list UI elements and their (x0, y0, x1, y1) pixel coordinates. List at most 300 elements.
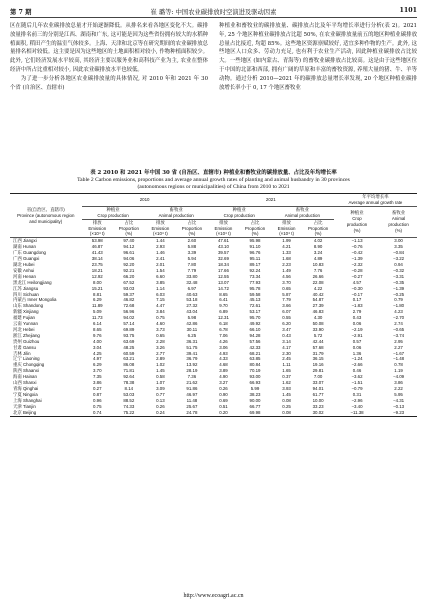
proportion-header: 占比 (313, 219, 323, 225)
value-cell: 63.21 (123, 356, 135, 362)
proportion-unit: Proportion (%) (176, 226, 208, 238)
value-cell: 1.46 (156, 250, 165, 256)
value-cell: −1.83 (351, 303, 363, 309)
value-cell: 6.29 (93, 362, 102, 368)
value-cell: 53.18 (186, 297, 198, 303)
value-cell: −1.39 (351, 256, 363, 262)
value-cell: 3.66 (282, 303, 291, 309)
value-cell: 30.11 (186, 326, 198, 332)
value-cell: 0.94 (394, 261, 403, 267)
value-cell: 1.68 (282, 256, 291, 262)
value-cell: 0.65 (282, 285, 291, 291)
value-cell: 4.25 (93, 350, 102, 356)
animal-header-2021: 畜牧业 Animal production (271, 206, 334, 219)
value-cell: 8.81 (93, 291, 102, 297)
table-caption-zh: 表 2 2010 和 2021 年中国 30 省 (自治区、直辖市) 种植业和畜牧业的碳排放量、占比及年均增长率 (90, 170, 337, 176)
value-cell: 95.78 (249, 285, 261, 291)
region-cell: 四川 Sichuan (13, 291, 39, 297)
value-cell: 57.68 (312, 344, 324, 350)
value-cell: 6.03 (156, 291, 165, 297)
value-cell: 1.02 (156, 362, 165, 368)
value-cell: 24.78 (176, 410, 208, 416)
value-cell: 89.17 (249, 261, 261, 267)
value-cell: 4.47 (156, 303, 165, 309)
value-cell: 28.19 (186, 368, 198, 374)
value-cell: 3.06 (219, 344, 228, 350)
region-cell: 河南 Henan (13, 273, 36, 279)
emission-unit: Emission (×10⁴ t) (208, 226, 240, 238)
region-cell: 上海 Shanghai (13, 397, 42, 403)
value-cell: 0.79 (394, 297, 403, 303)
value-cell: 40.42 (312, 291, 324, 297)
value-cell: 47.61 (217, 238, 229, 244)
value-cell: 88.52 (123, 397, 135, 403)
value-cell: 7.00 (313, 374, 323, 380)
value-cell: 5.09 (93, 309, 102, 315)
value-cell: 4.00 (93, 338, 102, 344)
region-cell: 山西 Shanxi (13, 380, 37, 386)
value-cell: 0.37 (282, 374, 291, 380)
table-caption-en: Table 2 Carbon emissions, proportions and average annual growth rates of planting and animal husbandry in 30 provinces (77, 177, 350, 183)
value-cell: 4.93 (219, 350, 228, 356)
value-cell: 21.62 (186, 380, 198, 386)
region-cell: 宁夏 Ningxia (13, 391, 38, 397)
value-cell: 50.08 (312, 321, 324, 327)
value-cell: −3.40 (351, 403, 363, 409)
paragraph: 种植业和畜牧业的碳排放量、碳排放占比及年平均增长率进行分析(表 2)。2021 年, 25 个地区种植业碳排放占比超 50%, 在农业碳排放量前五的地区种植业碳排放总量占比接近, 均超 85%。这些地区资源禀赋较好, 适宜多种作物的生产。此外, 这些地区人口众多、劳动力充足, 也有利于农业生产活动, 因此种植业碳排放占比较大。一些地区 (如内蒙古、青海等) 的畜牧业碳排放占比较高。这是由于这些地区位于中国的北部和西部, 拥有广阔的草原和丰富的畜牧资源, 养殖大量的猪、牛、羊等动物。通过分析 2010—2021 年的碳排放总量增长率发现, 20 个地区种植业碳排放增长率小于 0, 17 个地区畜牧业 (219, 23, 417, 91)
value-cell: 0.43 (282, 332, 291, 338)
value-cell: 6.78 (219, 326, 228, 332)
region-cell: 重庆 Chongqing (13, 362, 45, 368)
value-cell: 42.33 (249, 344, 261, 350)
value-cell: 63.85 (249, 356, 261, 362)
crop-header-2010: 种植业 Crop production (82, 206, 145, 219)
value-cell: 29.81 (312, 368, 324, 374)
value-cell: 10.00 (312, 397, 324, 403)
value-cell: 0.78 (394, 362, 403, 368)
value-cell: 69.98 (239, 410, 271, 416)
value-cell: 5.87 (282, 291, 291, 297)
value-cell: 56.96 (123, 309, 135, 315)
value-cell: 6.97 (187, 285, 197, 291)
value-cell: 4.33 (219, 356, 228, 362)
value-cell: 3.27 (219, 380, 228, 386)
value-cell: 0.87 (93, 391, 102, 397)
region-cell: 黑龙江 Heilongjiang (13, 279, 52, 285)
value-cell: 12.92 (91, 273, 103, 279)
value-cell: 53.17 (249, 309, 261, 315)
value-cell: 8.65 (219, 291, 228, 297)
value-cell: 30.02 (302, 410, 334, 416)
value-cell: −1.24 (351, 356, 363, 362)
value-cell: −3.62 (351, 374, 363, 380)
value-cell: −1.48 (393, 356, 405, 362)
value-cell: 2.89 (156, 356, 165, 362)
value-cell: 42.86 (186, 321, 198, 327)
value-cell: 91.10 (249, 244, 261, 250)
region-cell: 海南 Hainan (13, 374, 37, 380)
value-cell: 3.09 (156, 386, 165, 391)
value-cell: 1.33 (282, 250, 291, 256)
value-cell: 7.76 (313, 267, 323, 273)
value-cell: 0.74 (82, 410, 114, 416)
value-cell: 74.33 (123, 403, 135, 409)
proportion-header: 占比 (250, 219, 260, 225)
value-cell: 13.92 (186, 362, 198, 368)
left-column (10, 22, 208, 92)
value-cell: 92.64 (123, 374, 135, 380)
value-cell: 93.03 (123, 285, 135, 291)
value-cell: 0.20 (208, 410, 240, 416)
value-cell: 53.03 (123, 391, 135, 397)
value-cell: 2.30 (282, 350, 291, 356)
value-cell: 4.17 (282, 344, 291, 350)
value-cell: 78.38 (123, 380, 135, 386)
value-cell: 60.59 (123, 350, 135, 356)
value-cell: 3.24 (313, 250, 323, 256)
value-cell: −1.39 (393, 285, 405, 291)
value-cell: 2.28 (156, 338, 165, 344)
value-cell: 3.85 (156, 279, 165, 285)
value-cell: 5.88 (187, 244, 197, 250)
emission-header: 排放 (282, 219, 291, 225)
value-cell: 0.46 (352, 368, 362, 374)
region-cell: 湖北 Hubei (13, 261, 35, 267)
value-cell: −0.30 (351, 285, 363, 291)
value-cell: 0.58 (156, 374, 165, 380)
value-cell: 6.20 (282, 321, 291, 327)
value-cell: 92.21 (123, 267, 135, 273)
value-cell: 3.86 (394, 380, 403, 386)
region-cell: 新疆 Xinjiang (13, 309, 39, 315)
value-cell: 11.73 (91, 315, 103, 321)
value-cell: 46.97 (186, 391, 198, 397)
region-cell: 江苏 Jiangsu (13, 285, 39, 291)
value-cell: 3.35 (394, 244, 403, 250)
value-cell: 72.61 (249, 303, 261, 309)
value-cell: 7.15 (156, 297, 165, 303)
value-cell: 0.06 (352, 344, 362, 350)
value-cell: 68.21 (249, 350, 261, 356)
value-cell: 6.60 (156, 273, 165, 279)
crop-header-2021: 种植业 Crop production (208, 206, 271, 219)
value-cell: 26.66 (312, 273, 324, 279)
value-cell: 0.57 (352, 338, 362, 344)
value-cell: −2.70 (393, 315, 405, 321)
body-text (10, 22, 417, 166)
value-cell: 73.34 (249, 273, 261, 279)
value-cell: 92.20 (123, 261, 135, 267)
value-cell: 45.13 (249, 297, 261, 303)
value-cell: 8.14 (124, 386, 134, 391)
value-cell: 18.21 (91, 267, 103, 273)
value-cell: 4.26 (219, 338, 228, 344)
value-cell: 2.95 (394, 338, 403, 344)
growth-header: 年平均增长率 Average annual growth rate (334, 194, 417, 207)
value-cell: 49.92 (249, 321, 261, 327)
value-cell: 2.45 (282, 356, 291, 362)
table-body (10, 238, 417, 416)
region-cell: 青海 Qinghai (13, 386, 39, 391)
proportion-unit: Proportion (%) (239, 226, 271, 238)
value-cell: 38.14 (91, 256, 103, 262)
value-cell: −0.76 (351, 244, 363, 250)
value-cell: 0.13 (156, 397, 165, 403)
value-cell: 4.23 (394, 309, 403, 315)
value-cell: 1.07 (156, 380, 165, 386)
running-title: 崔 璐等: 中国农业碳排放时空演进及驱动因素 (150, 9, 277, 16)
proportion-header: 占比 (187, 219, 197, 225)
value-cell: 4.21 (282, 244, 291, 250)
value-cell: 97.40 (123, 238, 135, 244)
value-cell: 36.79 (186, 356, 198, 362)
value-cell: 94.02 (123, 315, 135, 321)
page-number: 1101 (399, 7, 417, 14)
region-cell: 吉林 Jilin (13, 350, 31, 356)
value-cell: 17.66 (217, 267, 229, 273)
region-cell: 辽宁 Liaoning (13, 356, 40, 362)
value-cell: 0.75 (156, 315, 165, 321)
value-cell: 36.15 (312, 356, 324, 362)
table-row (10, 410, 417, 416)
value-cell: 3.00 (394, 238, 403, 244)
value-cell: −3.31 (393, 273, 405, 279)
value-cell: 8.65 (93, 326, 102, 332)
emission-header: 排放 (155, 219, 165, 225)
value-cell: 93.75 (123, 332, 135, 338)
value-cell: 77.93 (249, 279, 261, 285)
value-cell: 57.56 (249, 338, 261, 344)
value-cell: 2.23 (282, 261, 291, 267)
issue-number: 第 7 期 (10, 9, 32, 16)
value-cell: 1.54 (156, 267, 165, 273)
value-cell: 42.44 (312, 338, 324, 344)
value-cell: 5.95 (394, 391, 403, 397)
value-cell: 3.14 (282, 338, 291, 344)
value-cell: 7.80 (187, 261, 197, 267)
value-cell: 1.11 (282, 362, 291, 368)
value-cell: 3.26 (156, 344, 165, 350)
value-cell: 0.65 (156, 332, 165, 338)
emission-unit: Emission (×10⁴ t) (145, 226, 177, 238)
value-cell: 4.02 (313, 238, 323, 244)
value-cell: 66.20 (123, 273, 135, 279)
value-cell: 33.07 (312, 380, 324, 386)
value-cell: 7.79 (187, 267, 197, 273)
value-cell: 0.69 (219, 397, 228, 403)
value-cell: 72.68 (123, 303, 135, 309)
value-cell: 80.84 (249, 362, 261, 368)
value-cell: 0.51 (219, 403, 228, 409)
value-cell: 4.89 (313, 256, 323, 262)
value-cell: 7.35 (93, 374, 102, 380)
value-cell: −0.84 (393, 250, 405, 256)
value-cell: 0.25 (282, 403, 291, 409)
value-cell: −0.27 (351, 273, 363, 279)
value-cell: 6.41 (219, 297, 228, 303)
value-cell: 1.14 (156, 285, 165, 291)
value-cell: 86.08 (123, 362, 135, 368)
value-cell: 54.87 (312, 297, 324, 303)
value-cell: 0.27 (93, 386, 102, 391)
value-cell: −0.28 (351, 267, 363, 273)
value-cell: 3.47 (282, 326, 291, 332)
value-cell: 93.00 (249, 374, 261, 380)
value-cell: 4.97 (93, 356, 102, 362)
value-cell: 4.60 (156, 321, 165, 327)
value-cell: −2.66 (351, 362, 363, 368)
proportion-header: 占比 (124, 219, 134, 225)
value-cell: 6.89 (219, 309, 228, 315)
table-caption (10, 170, 417, 191)
value-cell: −0.32 (393, 267, 405, 273)
value-cell: 1.19 (394, 368, 403, 374)
value-cell: 7.06 (219, 332, 228, 338)
value-cell: 63.69 (123, 338, 135, 344)
value-cell: 33.23 (312, 403, 324, 409)
value-cell: 11.89 (91, 303, 103, 309)
value-cell: 94.12 (123, 244, 135, 250)
value-cell: −4.09 (393, 374, 405, 380)
value-cell: −0.79 (351, 386, 363, 391)
value-cell: 53.98 (91, 238, 103, 244)
region-cell: 北京 Beijing (10, 410, 82, 416)
value-cell: 94.06 (123, 256, 135, 262)
value-cell: 43.04 (186, 309, 198, 315)
value-cell: 51.75 (186, 344, 198, 350)
value-cell: −1.51 (351, 380, 363, 386)
value-cell: 9.70 (219, 303, 228, 309)
value-cell: 0.77 (156, 391, 165, 397)
value-cell: 38.23 (249, 391, 261, 397)
emission-header: 排放 (92, 219, 102, 225)
value-cell: −9.23 (380, 410, 417, 416)
value-cell: 59.58 (249, 291, 261, 297)
value-cell: 95.11 (249, 256, 261, 262)
value-cell: 39.41 (186, 350, 198, 356)
value-cell: −11.38 (334, 410, 380, 416)
value-cell: 4.30 (313, 315, 323, 321)
value-cell: −4.31 (393, 397, 405, 403)
running-header (10, 5, 417, 18)
value-cell: 7.79 (282, 297, 291, 303)
proportion-unit: Proportion (%) (302, 226, 334, 238)
value-cell: 33.90 (312, 326, 324, 332)
value-cell: −0.13 (393, 403, 405, 409)
value-cell: 0.26 (219, 386, 228, 391)
value-cell: 0.31 (352, 391, 362, 397)
value-cell: −2.91 (351, 332, 363, 338)
region-cell: 江西 Jiangxi (13, 238, 37, 244)
region-cell: 云南 Yunnan (13, 321, 38, 327)
value-cell: −3.22 (393, 256, 405, 262)
value-cell: 67.52 (123, 279, 135, 285)
value-cell: 46.83 (312, 309, 324, 315)
value-cell: 12.31 (217, 315, 229, 321)
value-cell: 3.73 (156, 326, 165, 332)
value-cell: 96.76 (249, 250, 261, 256)
value-cell: 66.93 (249, 380, 261, 386)
value-cell: 0.08 (271, 410, 303, 416)
value-cell: 0.06 (352, 321, 362, 327)
value-cell: 33.80 (186, 273, 198, 279)
value-cell: 43.10 (217, 244, 229, 250)
value-cell: 92.24 (249, 267, 261, 273)
value-cell: 5.99 (250, 386, 260, 391)
emission-header: 排放 (219, 219, 228, 225)
value-cell: 95.98 (249, 238, 261, 244)
value-cell: −0.65 (393, 326, 405, 332)
paragraph: 区在随后几年农业碳排放总量才开始逐渐降低。从排名来看各地区变化不大。碳排放量排名前三的分别是江西、湖南和广东, 这可能是因为这些省份拥有较大的水稻种植面积, 稻田产生的温室气体较多。上海、天津和北京等在研究期间的农业碳排放总量排名相对较低。这主要是因为这些地区的土地面积相对较小, 作物种植面积较少。此外, 它们经济发展水平较高, 其经济主要以服务业和高科技产业为主, 农业在整体经济中所占比重相对较小, 因此农业碳排放水平也较低。 (10, 23, 208, 73)
emission-unit: Emission (×10⁴ t) (271, 226, 303, 238)
value-cell: 31.79 (312, 350, 324, 356)
value-cell: 1.49 (282, 267, 291, 273)
region-cell: 浙江 Zhejiang (13, 332, 40, 338)
value-cell: 4.90 (219, 374, 228, 380)
value-cell: 4.56 (282, 273, 291, 279)
value-cell: 95.70 (249, 315, 261, 321)
region-cell: 福建 Fujian (13, 315, 35, 321)
value-cell: 36.31 (186, 338, 198, 344)
value-cell: 0.55 (282, 315, 291, 321)
value-cell: −1.67 (393, 350, 405, 356)
value-cell: 70.19 (249, 368, 261, 374)
value-cell: 46.82 (123, 297, 135, 303)
value-cell: 1.45 (156, 368, 165, 374)
value-cell: 2.41 (156, 256, 165, 262)
animal-growth-header: 畜牧业 Animal production (%) (380, 206, 417, 238)
footer-url: http://www.ecoagri.ac.cn (183, 593, 244, 599)
value-cell: 3.70 (282, 279, 291, 285)
value-cell: 9.76 (93, 332, 102, 338)
year-2021-header: 2021 (208, 194, 334, 207)
animal-header-2010: 畜牧业 Animal production (145, 206, 208, 219)
value-cell: 4.57 (352, 279, 362, 285)
value-cell: 2.74 (394, 321, 403, 327)
value-cell: 18.34 (217, 261, 229, 267)
value-cell: 25.67 (186, 403, 198, 409)
value-cell: 6.25 (187, 332, 197, 338)
value-cell: 1.65 (282, 368, 291, 374)
value-cell: 71.81 (123, 368, 135, 374)
value-cell: 1.45 (282, 391, 291, 397)
value-cell: 27.39 (312, 303, 324, 309)
region-cell: 山东 Shandong (13, 303, 44, 309)
value-cell: 0.26 (156, 403, 165, 409)
value-cell: 7.36 (187, 374, 197, 380)
value-cell: 23.75 (91, 261, 103, 267)
value-cell: 3.93 (282, 386, 291, 391)
value-cell: −0.35 (393, 279, 405, 285)
value-cell: 5.94 (187, 256, 197, 262)
value-cell: 61.77 (312, 391, 324, 397)
value-cell: 0.08 (282, 397, 291, 403)
value-cell: 6.29 (93, 297, 102, 303)
value-cell: 1.99 (282, 238, 291, 244)
value-cell: −3.74 (393, 332, 405, 338)
paragraph: 为了进一步分析各地区农业碳排放量的具体情况, 对 2010 年和 2021 年 30 个省 (自治区、直辖市) (10, 75, 208, 91)
value-cell: 3.84 (156, 309, 165, 315)
value-cell: 0.96 (93, 397, 102, 403)
year-2010-header: 2010 (82, 194, 208, 207)
value-cell: 48.25 (123, 344, 135, 350)
value-cell: 12.55 (217, 273, 229, 279)
value-cell: 1.62 (282, 380, 291, 386)
value-cell: 13.07 (217, 279, 229, 285)
value-cell: 75.22 (113, 410, 145, 416)
value-cell: 4.22 (313, 285, 323, 291)
value-cell: 91.86 (186, 386, 198, 391)
